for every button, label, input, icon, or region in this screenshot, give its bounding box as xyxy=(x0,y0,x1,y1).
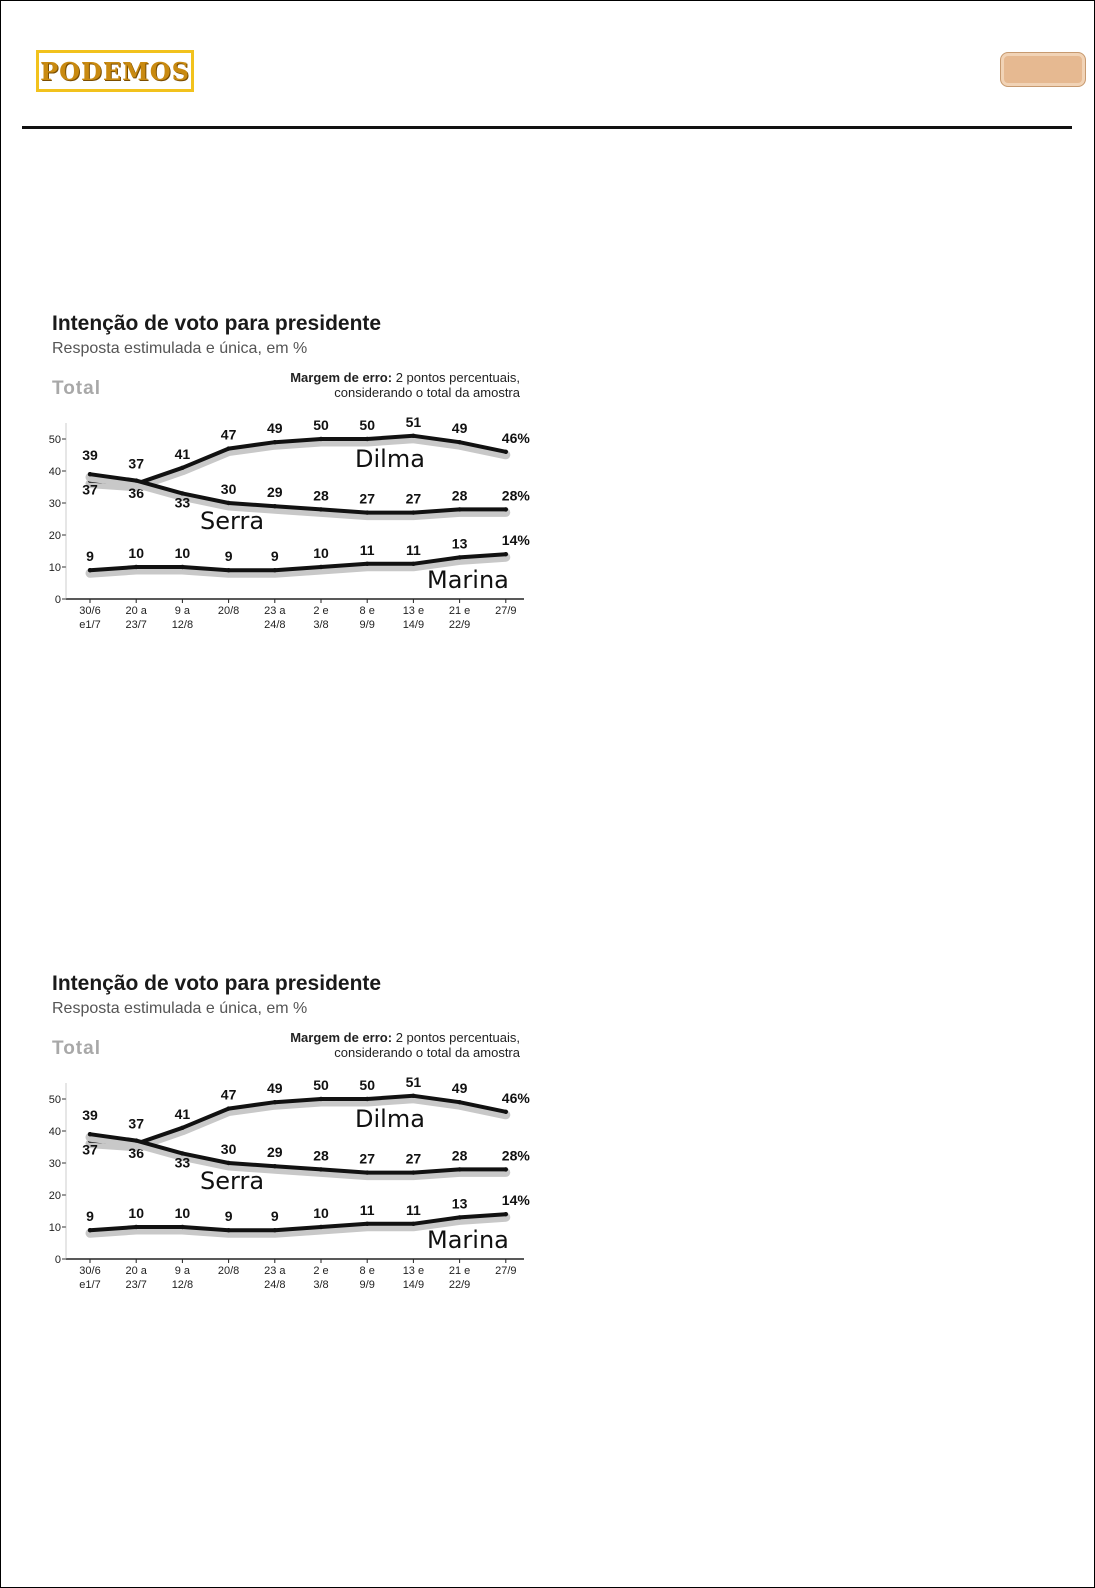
x-tick-label-line2: e1/7 xyxy=(79,1279,101,1291)
data-label-dilma: 46% xyxy=(501,429,530,446)
data-point-marina xyxy=(88,568,92,572)
data-label-dilma: 47 xyxy=(220,1086,237,1103)
data-label-marina: 14% xyxy=(501,1192,530,1209)
series-name-serra: Serra xyxy=(200,1167,265,1195)
data-label-dilma: 51 xyxy=(405,413,422,430)
data-label-serra: 28% xyxy=(501,1147,530,1164)
data-point-dilma xyxy=(457,1100,461,1104)
x-tick-label-line2: 24/8 xyxy=(264,619,286,631)
data-point-marina xyxy=(411,562,415,566)
data-point-dilma xyxy=(365,1097,369,1101)
data-label-serra: 33 xyxy=(174,1154,191,1171)
data-label-serra: 39 xyxy=(82,1107,98,1124)
data-point-marina xyxy=(457,1215,461,1219)
data-point-dilma xyxy=(411,434,415,438)
data-label-dilma: 49 xyxy=(451,420,468,437)
data-label-marina: 13 xyxy=(451,535,468,552)
x-tick-label: 20 a xyxy=(125,605,147,617)
data-label-serra: 37 xyxy=(128,1115,144,1132)
data-label-marina: 10 xyxy=(128,545,144,561)
x-tick-label: 20 a xyxy=(125,1265,147,1277)
data-label-serra: 28% xyxy=(501,487,530,504)
y-tick-label: 10 xyxy=(48,562,61,574)
data-point-marina xyxy=(226,568,230,572)
data-label-dilma: 46% xyxy=(501,1089,530,1106)
vote-intention-chart-2 xyxy=(50,960,530,1300)
x-tick-label-line2: 12/8 xyxy=(171,1279,194,1291)
data-label-serra: 28 xyxy=(451,487,468,504)
data-label-serra: 27 xyxy=(405,490,422,507)
data-point-serra xyxy=(365,1170,369,1174)
data-point-serra xyxy=(226,501,230,505)
data-label-marina: 9 xyxy=(270,1208,279,1225)
data-label-dilma: 36 xyxy=(128,1144,144,1161)
x-tick-label-line2: 3/8 xyxy=(313,1279,329,1291)
x-tick-label: 27/9 xyxy=(495,1265,517,1277)
chart-subtitle: Resposta estimulada e única, em % xyxy=(52,1000,308,1017)
x-tick-label: 9 a xyxy=(174,1265,191,1277)
data-point-marina xyxy=(273,568,277,572)
data-point-serra xyxy=(457,1167,461,1171)
data-label-marina: 10 xyxy=(128,1205,144,1221)
data-label-serra: 27 xyxy=(405,1150,422,1167)
data-point-marina xyxy=(273,1228,277,1232)
y-tick-label: 50 xyxy=(48,434,61,446)
x-tick-label-line2: 9/9 xyxy=(359,1279,375,1291)
data-label-dilma: 50 xyxy=(313,1077,329,1093)
data-label-marina: 9 xyxy=(86,548,94,565)
data-point-marina xyxy=(134,565,138,569)
chart-subtitle: Resposta estimulada e única, em % xyxy=(52,340,308,357)
data-point-marina xyxy=(180,1225,184,1229)
data-label-dilma: 36 xyxy=(128,484,144,501)
x-tick-label: 27/9 xyxy=(495,605,517,617)
margin-of-error-note: Margem de erro: 2 pontos percentuais, xyxy=(290,1030,520,1045)
data-label-serra: 27 xyxy=(359,1150,375,1167)
x-tick-label-line2: 23/7 xyxy=(125,1279,147,1291)
data-label-serra: 37 xyxy=(128,455,144,472)
data-point-marina xyxy=(180,565,184,569)
data-point-serra xyxy=(273,504,277,508)
y-tick-label: 10 xyxy=(48,1222,61,1234)
data-point-marina xyxy=(504,552,508,556)
x-tick-label: 23 a xyxy=(264,605,286,617)
data-label-dilma: 50 xyxy=(359,417,375,433)
data-point-serra xyxy=(226,1161,230,1165)
data-label-marina: 11 xyxy=(405,541,421,558)
data-point-serra xyxy=(504,1167,508,1171)
header-badge xyxy=(1000,52,1086,87)
data-point-serra xyxy=(273,1164,277,1168)
data-label-dilma: 47 xyxy=(220,426,237,443)
data-point-marina xyxy=(365,562,369,566)
data-point-serra xyxy=(411,1170,415,1174)
chart-title: Intenção de voto para presidente xyxy=(52,312,382,335)
data-point-serra xyxy=(457,507,461,511)
data-label-marina: 14% xyxy=(501,532,530,549)
margin-of-error-note-2: considerando o total da amostra xyxy=(334,385,520,400)
x-tick-label-line2: e1/7 xyxy=(79,619,101,631)
x-tick-label: 20/8 xyxy=(217,605,240,617)
data-point-marina xyxy=(319,1225,323,1229)
data-point-serra xyxy=(411,510,415,514)
data-label-marina: 10 xyxy=(313,1205,329,1221)
panel-label: Total xyxy=(52,1038,101,1059)
y-tick-label: 20 xyxy=(48,1190,61,1202)
logo-text: PODEMOS xyxy=(40,56,190,86)
y-tick-label: 50 xyxy=(48,1094,61,1106)
x-tick-label-line2: 22/9 xyxy=(448,619,471,631)
data-point-serra xyxy=(88,1132,92,1136)
data-point-dilma xyxy=(226,1106,230,1110)
data-label-serra: 33 xyxy=(174,494,191,511)
data-point-marina xyxy=(134,1225,138,1229)
data-label-serra: 30 xyxy=(220,1141,237,1157)
x-tick-label-line2: 14/9 xyxy=(402,1279,425,1291)
y-tick-label: 40 xyxy=(48,1126,61,1138)
data-label-dilma: 50 xyxy=(313,417,329,433)
data-label-dilma: 37 xyxy=(82,1141,98,1158)
data-point-dilma xyxy=(504,450,508,454)
data-label-dilma: 51 xyxy=(405,1073,422,1090)
x-tick-label: 9 a xyxy=(174,605,191,617)
data-point-dilma xyxy=(273,1100,277,1104)
data-label-marina: 11 xyxy=(405,1201,421,1218)
series-name-marina: Marina xyxy=(427,566,509,594)
x-tick-label: 8 e xyxy=(359,605,375,617)
data-label-marina: 9 xyxy=(224,1208,233,1225)
y-tick-label: 30 xyxy=(48,1158,61,1170)
header-divider xyxy=(22,126,1072,129)
x-tick-label: 23 a xyxy=(264,1265,286,1277)
data-label-dilma: 50 xyxy=(359,1077,375,1093)
margin-of-error-note: Margem de erro: 2 pontos percentuais, xyxy=(290,370,520,385)
x-tick-label: 8 e xyxy=(359,1265,375,1277)
x-tick-label: 13 e xyxy=(402,1265,425,1277)
data-label-serra: 28 xyxy=(451,1147,468,1164)
y-tick-label: 30 xyxy=(48,498,61,510)
y-tick-label: 20 xyxy=(48,530,61,542)
data-point-marina xyxy=(504,1212,508,1216)
data-point-serra xyxy=(319,1167,323,1171)
data-point-marina xyxy=(411,1222,415,1226)
data-point-dilma xyxy=(180,466,184,470)
data-point-marina xyxy=(226,1228,230,1232)
series-name-dilma: Dilma xyxy=(355,1105,425,1133)
data-point-dilma xyxy=(457,440,461,444)
x-tick-label-line2: 14/9 xyxy=(402,619,425,631)
chart-svg xyxy=(50,300,530,640)
data-label-dilma: 41 xyxy=(174,445,191,462)
x-tick-label-line2: 9/9 xyxy=(359,619,375,631)
data-label-marina: 13 xyxy=(451,1195,468,1212)
data-label-serra: 27 xyxy=(359,490,375,507)
data-label-serra: 28 xyxy=(313,487,329,504)
x-tick-label-line2: 3/8 xyxy=(313,619,329,631)
x-tick-label: 21 e xyxy=(448,1265,471,1277)
data-point-serra xyxy=(319,507,323,511)
data-point-dilma xyxy=(411,1094,415,1098)
data-point-dilma xyxy=(180,1126,184,1130)
data-label-dilma: 41 xyxy=(174,1105,191,1122)
data-point-dilma xyxy=(273,440,277,444)
data-label-serra: 29 xyxy=(267,484,283,501)
data-label-marina: 11 xyxy=(359,1201,375,1218)
data-label-dilma: 49 xyxy=(267,420,283,437)
data-label-marina: 10 xyxy=(174,545,191,561)
data-point-serra xyxy=(134,1138,138,1142)
chart-svg xyxy=(50,960,530,1300)
data-point-marina xyxy=(365,1222,369,1226)
margin-of-error-note-2: considerando o total da amostra xyxy=(334,1045,520,1060)
data-point-dilma xyxy=(504,1110,508,1114)
data-point-marina xyxy=(88,1228,92,1232)
data-point-marina xyxy=(457,555,461,559)
data-label-marina: 9 xyxy=(224,548,233,565)
data-label-marina: 9 xyxy=(86,1208,94,1225)
data-point-serra xyxy=(504,507,508,511)
data-point-dilma xyxy=(226,446,230,450)
x-tick-label-line2: 23/7 xyxy=(125,619,147,631)
y-tick-label: 0 xyxy=(54,594,61,606)
data-label-serra: 30 xyxy=(220,481,237,497)
x-tick-label: 30/6 xyxy=(79,1265,101,1277)
series-name-dilma: Dilma xyxy=(355,445,425,473)
data-label-marina: 10 xyxy=(174,1205,191,1221)
x-tick-label-line2: 24/8 xyxy=(264,1279,286,1291)
vote-intention-chart-1 xyxy=(50,300,530,640)
x-tick-label: 2 e xyxy=(313,605,329,617)
data-point-serra xyxy=(365,510,369,514)
x-tick-label-line2: 22/9 xyxy=(448,1279,471,1291)
x-tick-label: 21 e xyxy=(448,605,471,617)
data-label-marina: 9 xyxy=(270,548,279,565)
series-name-marina: Marina xyxy=(427,1226,509,1254)
data-point-serra xyxy=(88,472,92,476)
data-label-serra: 29 xyxy=(267,1144,283,1161)
data-label-marina: 11 xyxy=(359,541,375,558)
data-point-serra xyxy=(134,478,138,482)
data-label-serra: 28 xyxy=(313,1147,329,1164)
data-point-marina xyxy=(319,565,323,569)
x-tick-label: 30/6 xyxy=(79,605,101,617)
x-tick-label: 2 e xyxy=(313,1265,329,1277)
chart-title: Intenção de voto para presidente xyxy=(52,972,382,995)
data-label-dilma: 37 xyxy=(82,481,98,498)
data-point-dilma xyxy=(319,1097,323,1101)
data-label-dilma: 49 xyxy=(451,1080,468,1097)
x-tick-label-line2: 12/8 xyxy=(171,619,194,631)
data-label-dilma: 49 xyxy=(267,1080,283,1097)
y-tick-label: 40 xyxy=(48,466,61,478)
y-tick-label: 0 xyxy=(54,1254,61,1266)
data-label-serra: 39 xyxy=(82,447,98,464)
series-name-serra: Serra xyxy=(200,507,265,535)
data-point-dilma xyxy=(319,437,323,441)
panel-label: Total xyxy=(52,378,101,399)
x-tick-label: 13 e xyxy=(402,605,425,617)
data-label-marina: 10 xyxy=(313,545,329,561)
data-point-dilma xyxy=(365,437,369,441)
podemos-logo xyxy=(36,50,194,92)
x-tick-label: 20/8 xyxy=(217,1265,240,1277)
